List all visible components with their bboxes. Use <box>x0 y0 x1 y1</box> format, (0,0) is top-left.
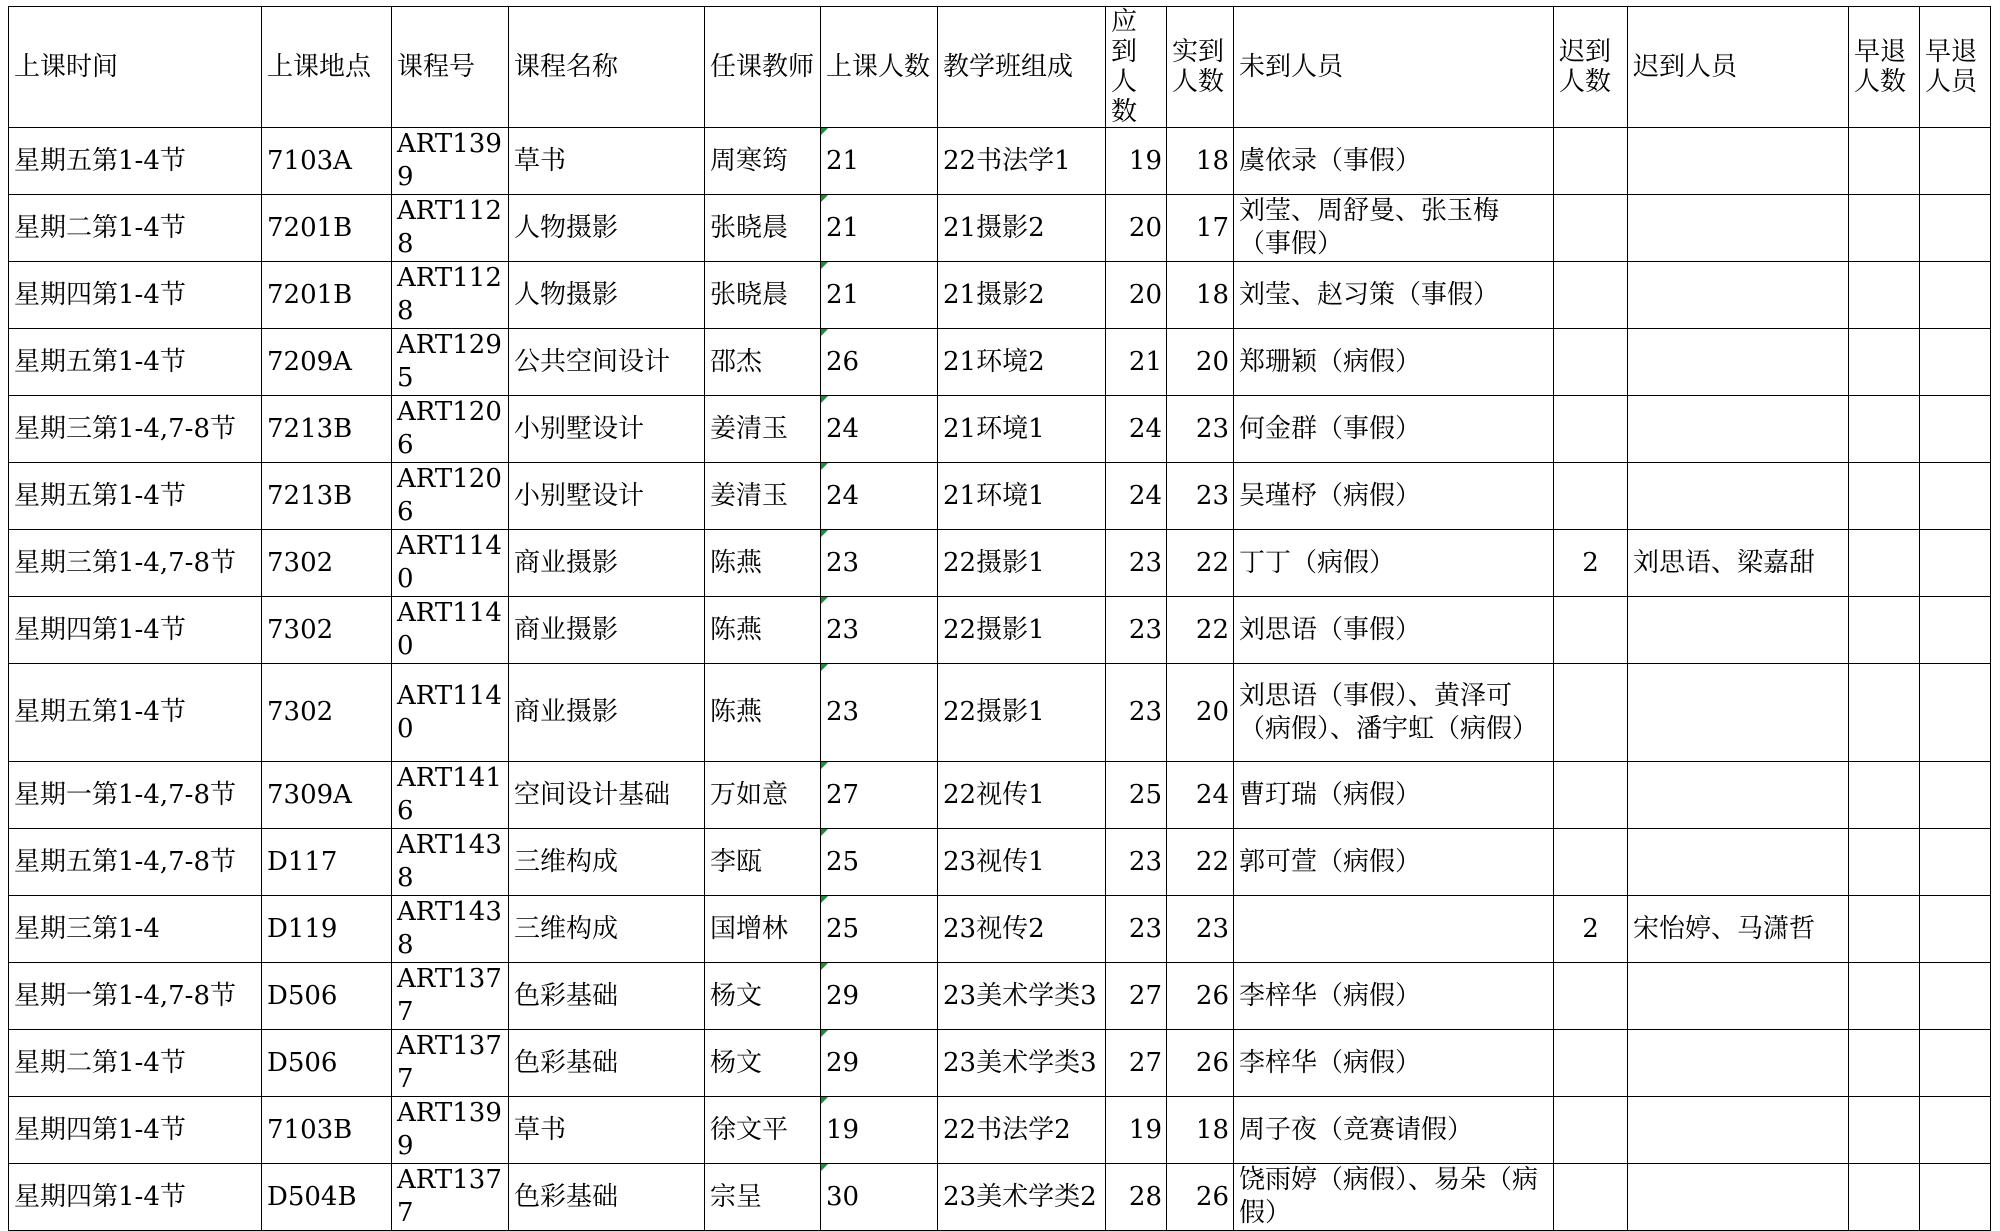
cell-late-count: 2 <box>1554 530 1628 597</box>
cell-absentees: 刘莹、赵习策（事假） <box>1234 262 1554 329</box>
cell-late-students <box>1628 1097 1849 1164</box>
cell-early-leave-count <box>1849 1164 1920 1231</box>
cell-location: D504B <box>262 1164 392 1231</box>
header-class-composition: 教学班组成 <box>938 7 1106 128</box>
cell-early-leave-students <box>1920 329 1991 396</box>
cell-early-leave-count <box>1849 463 1920 530</box>
cell-absentees: 吴瑾杼（病假） <box>1234 463 1554 530</box>
table-row <box>9 1097 1991 1164</box>
cell-absentees <box>1234 896 1554 963</box>
cell-actual-count: 26 <box>1167 963 1234 1030</box>
cell-class-time: 星期四第1-4节 <box>9 1097 262 1164</box>
cell-enrolled-count: 23 <box>821 664 938 762</box>
table-row <box>9 262 1991 329</box>
cell-class-composition: 23视传1 <box>938 829 1106 896</box>
cell-expected-count: 19 <box>1106 128 1167 195</box>
cell-early-leave-students <box>1920 530 1991 597</box>
cell-actual-count: 23 <box>1167 396 1234 463</box>
cell-expected-count: 24 <box>1106 463 1167 530</box>
cell-early-leave-students <box>1920 463 1991 530</box>
cell-early-leave-students <box>1920 262 1991 329</box>
cell-late-students <box>1628 262 1849 329</box>
cell-early-leave-count <box>1849 1030 1920 1097</box>
cell-course-id: ART1399 <box>392 1097 509 1164</box>
cell-absentees: 丁丁（病假） <box>1234 530 1554 597</box>
cell-early-leave-count <box>1849 128 1920 195</box>
cell-teacher: 姜清玉 <box>705 396 821 463</box>
cell-actual-count: 18 <box>1167 262 1234 329</box>
cell-late-count <box>1554 1097 1628 1164</box>
cell-absentees: 刘思语（事假） <box>1234 597 1554 664</box>
cell-expected-count: 23 <box>1106 896 1167 963</box>
cell-enrolled-count: 30 <box>821 1164 938 1231</box>
cell-late-count <box>1554 329 1628 396</box>
cell-early-leave-count <box>1849 597 1920 664</box>
cell-class-time: 星期四第1-4节 <box>9 597 262 664</box>
cell-actual-count: 22 <box>1167 597 1234 664</box>
cell-class-composition: 22摄影1 <box>938 664 1106 762</box>
header-late-students: 迟到人员 <box>1628 7 1849 128</box>
cell-early-leave-count <box>1849 664 1920 762</box>
cell-class-time: 星期二第1-4节 <box>9 1030 262 1097</box>
cell-early-leave-students <box>1920 1097 1991 1164</box>
cell-course-id: ART1377 <box>392 1164 509 1231</box>
cell-course-name: 色彩基础 <box>509 1030 705 1097</box>
cell-early-leave-students <box>1920 195 1991 262</box>
cell-class-composition: 22视传1 <box>938 762 1106 829</box>
table-row <box>9 1030 1991 1097</box>
cell-class-composition: 21环境1 <box>938 396 1106 463</box>
table-row <box>9 463 1991 530</box>
cell-late-students <box>1628 128 1849 195</box>
cell-course-id: ART1128 <box>392 195 509 262</box>
cell-class-composition: 23美术学类2 <box>938 1164 1106 1231</box>
cell-absentees: 周子夜（竞赛请假） <box>1234 1097 1554 1164</box>
cell-location: D117 <box>262 829 392 896</box>
cell-enrolled-count: 26 <box>821 329 938 396</box>
cell-course-name: 人物摄影 <box>509 262 705 329</box>
cell-enrolled-count: 24 <box>821 463 938 530</box>
cell-teacher: 邵杰 <box>705 329 821 396</box>
cell-actual-count: 18 <box>1167 1097 1234 1164</box>
table-row <box>9 1164 1991 1231</box>
cell-absentees: 李梓华（病假） <box>1234 963 1554 1030</box>
cell-class-composition: 21环境1 <box>938 463 1106 530</box>
cell-course-name: 商业摄影 <box>509 597 705 664</box>
cell-class-time: 星期五第1-4节 <box>9 664 262 762</box>
header-location: 上课地点 <box>262 7 392 128</box>
cell-late-students <box>1628 963 1849 1030</box>
table-row <box>9 396 1991 463</box>
cell-early-leave-students <box>1920 1030 1991 1097</box>
cell-absentees: 曹玎瑞（病假） <box>1234 762 1554 829</box>
cell-location: D506 <box>262 1030 392 1097</box>
cell-early-leave-students <box>1920 829 1991 896</box>
cell-expected-count: 23 <box>1106 597 1167 664</box>
cell-late-count <box>1554 1164 1628 1231</box>
header-class-time: 上课时间 <box>9 7 262 128</box>
cell-absentees: 郭可萱（病假） <box>1234 829 1554 896</box>
cell-teacher: 陈燕 <box>705 530 821 597</box>
cell-enrolled-count: 19 <box>821 1097 938 1164</box>
cell-location: D119 <box>262 896 392 963</box>
header-enrolled-count: 上课人数 <box>821 7 938 128</box>
cell-location: 7103A <box>262 128 392 195</box>
cell-expected-count: 20 <box>1106 195 1167 262</box>
cell-class-time: 星期三第1-4,7-8节 <box>9 396 262 463</box>
cell-course-name: 草书 <box>509 128 705 195</box>
cell-expected-count: 25 <box>1106 762 1167 829</box>
table-row <box>9 530 1991 597</box>
cell-actual-count: 20 <box>1167 664 1234 762</box>
cell-teacher: 宗呈 <box>705 1164 821 1231</box>
cell-expected-count: 23 <box>1106 530 1167 597</box>
cell-late-students: 刘思语、梁嘉甜 <box>1628 530 1849 597</box>
cell-absentees: 何金群（事假） <box>1234 396 1554 463</box>
cell-early-leave-count <box>1849 195 1920 262</box>
cell-class-time: 星期五第1-4节 <box>9 463 262 530</box>
cell-location: 7103B <box>262 1097 392 1164</box>
cell-late-students <box>1628 396 1849 463</box>
table-row <box>9 762 1991 829</box>
cell-late-students <box>1628 195 1849 262</box>
header-early-leave-count: 早退人数 <box>1849 7 1920 128</box>
cell-early-leave-students <box>1920 762 1991 829</box>
cell-class-composition: 21摄影2 <box>938 262 1106 329</box>
cell-absentees: 刘思语（事假）、黄泽可（病假）、潘宇虹（病假） <box>1234 664 1554 762</box>
cell-course-name: 色彩基础 <box>509 1164 705 1231</box>
cell-enrolled-count: 23 <box>821 597 938 664</box>
cell-teacher: 姜清玉 <box>705 463 821 530</box>
cell-actual-count: 18 <box>1167 128 1234 195</box>
cell-teacher: 万如意 <box>705 762 821 829</box>
cell-absentees: 李梓华（病假） <box>1234 1030 1554 1097</box>
cell-enrolled-count: 29 <box>821 963 938 1030</box>
cell-class-composition: 21环境2 <box>938 329 1106 396</box>
cell-actual-count: 20 <box>1167 329 1234 396</box>
cell-class-time: 星期四第1-4节 <box>9 1164 262 1231</box>
table-row <box>9 829 1991 896</box>
cell-early-leave-count <box>1849 530 1920 597</box>
cell-class-composition: 22摄影1 <box>938 597 1106 664</box>
cell-course-name: 空间设计基础 <box>509 762 705 829</box>
cell-teacher: 徐文平 <box>705 1097 821 1164</box>
cell-expected-count: 23 <box>1106 664 1167 762</box>
cell-late-count <box>1554 396 1628 463</box>
cell-class-time: 星期三第1-4,7-8节 <box>9 530 262 597</box>
cell-late-count <box>1554 1030 1628 1097</box>
cell-enrolled-count: 29 <box>821 1030 938 1097</box>
cell-enrolled-count: 25 <box>821 829 938 896</box>
cell-class-composition: 22书法学1 <box>938 128 1106 195</box>
cell-course-id: ART1140 <box>392 530 509 597</box>
cell-course-id: ART1140 <box>392 597 509 664</box>
cell-actual-count: 24 <box>1167 762 1234 829</box>
cell-course-name: 小别墅设计 <box>509 463 705 530</box>
cell-course-name: 草书 <box>509 1097 705 1164</box>
cell-late-count <box>1554 128 1628 195</box>
cell-teacher: 张晓晨 <box>705 262 821 329</box>
cell-course-name: 三维构成 <box>509 829 705 896</box>
cell-late-count <box>1554 762 1628 829</box>
cell-course-id: ART1377 <box>392 1030 509 1097</box>
cell-late-students <box>1628 1164 1849 1231</box>
cell-enrolled-count: 21 <box>821 262 938 329</box>
cell-actual-count: 23 <box>1167 896 1234 963</box>
cell-location: 7201B <box>262 195 392 262</box>
header-expected-count: 应到人数 <box>1106 7 1167 128</box>
cell-class-time: 星期一第1-4,7-8节 <box>9 963 262 1030</box>
cell-early-leave-count <box>1849 896 1920 963</box>
cell-course-id: ART1206 <box>392 396 509 463</box>
cell-course-id: ART1128 <box>392 262 509 329</box>
cell-class-composition: 23美术学类3 <box>938 1030 1106 1097</box>
cell-class-time: 星期五第1-4,7-8节 <box>9 829 262 896</box>
table-body <box>9 128 1991 1231</box>
cell-course-name: 商业摄影 <box>509 664 705 762</box>
cell-enrolled-count: 21 <box>821 195 938 262</box>
table-row <box>9 664 1991 762</box>
cell-late-students <box>1628 829 1849 896</box>
cell-enrolled-count: 23 <box>821 530 938 597</box>
header-row <box>9 7 1991 128</box>
cell-teacher: 周寒筠 <box>705 128 821 195</box>
cell-course-name: 三维构成 <box>509 896 705 963</box>
cell-course-name: 公共空间设计 <box>509 329 705 396</box>
cell-teacher: 陈燕 <box>705 597 821 664</box>
cell-expected-count: 28 <box>1106 1164 1167 1231</box>
cell-expected-count: 20 <box>1106 262 1167 329</box>
cell-class-time: 星期五第1-4节 <box>9 329 262 396</box>
cell-location: 7213B <box>262 396 392 463</box>
cell-late-students <box>1628 664 1849 762</box>
cell-class-composition: 21摄影2 <box>938 195 1106 262</box>
header-early-leave-students: 早退人员 <box>1920 7 1991 128</box>
header-late-count: 迟到人数 <box>1554 7 1628 128</box>
cell-class-composition: 23美术学类3 <box>938 963 1106 1030</box>
cell-class-composition: 22书法学2 <box>938 1097 1106 1164</box>
cell-expected-count: 21 <box>1106 329 1167 396</box>
cell-location: 7302 <box>262 530 392 597</box>
cell-teacher: 杨文 <box>705 1030 821 1097</box>
cell-actual-count: 26 <box>1167 1030 1234 1097</box>
header-actual-count: 实到人数 <box>1167 7 1234 128</box>
cell-expected-count: 27 <box>1106 963 1167 1030</box>
cell-early-leave-count <box>1849 329 1920 396</box>
cell-late-students <box>1628 1030 1849 1097</box>
cell-late-count <box>1554 829 1628 896</box>
cell-class-time: 星期四第1-4节 <box>9 262 262 329</box>
cell-late-count <box>1554 463 1628 530</box>
cell-actual-count: 22 <box>1167 829 1234 896</box>
cell-early-leave-students <box>1920 896 1991 963</box>
table-header <box>9 7 1991 128</box>
cell-early-leave-count <box>1849 963 1920 1030</box>
cell-late-students <box>1628 329 1849 396</box>
cell-late-students: 宋怡婷、马潇哲 <box>1628 896 1849 963</box>
cell-location: 7302 <box>262 664 392 762</box>
cell-course-name: 小别墅设计 <box>509 396 705 463</box>
header-teacher: 任课教师 <box>705 7 821 128</box>
header-course-name: 课程名称 <box>509 7 705 128</box>
cell-early-leave-count <box>1849 262 1920 329</box>
cell-teacher: 杨文 <box>705 963 821 1030</box>
cell-class-composition: 22摄影1 <box>938 530 1106 597</box>
cell-course-id: ART1295 <box>392 329 509 396</box>
cell-course-id: ART1399 <box>392 128 509 195</box>
cell-actual-count: 17 <box>1167 195 1234 262</box>
cell-early-leave-students <box>1920 664 1991 762</box>
cell-enrolled-count: 21 <box>821 128 938 195</box>
header-absentees: 未到人员 <box>1234 7 1554 128</box>
cell-class-time: 星期二第1-4节 <box>9 195 262 262</box>
cell-late-students <box>1628 762 1849 829</box>
cell-enrolled-count: 27 <box>821 762 938 829</box>
cell-actual-count: 26 <box>1167 1164 1234 1231</box>
cell-class-time: 星期三第1-4 <box>9 896 262 963</box>
cell-teacher: 国增林 <box>705 896 821 963</box>
cell-teacher: 张晓晨 <box>705 195 821 262</box>
cell-late-count <box>1554 963 1628 1030</box>
table-row <box>9 195 1991 262</box>
cell-late-count <box>1554 597 1628 664</box>
cell-late-count: 2 <box>1554 896 1628 963</box>
cell-early-leave-students <box>1920 128 1991 195</box>
cell-early-leave-students <box>1920 597 1991 664</box>
cell-course-id: ART1206 <box>392 463 509 530</box>
cell-location: 7309A <box>262 762 392 829</box>
cell-class-time: 星期五第1-4节 <box>9 128 262 195</box>
cell-actual-count: 23 <box>1167 463 1234 530</box>
cell-absentees: 郑珊颖（病假） <box>1234 329 1554 396</box>
cell-location: 7209A <box>262 329 392 396</box>
cell-late-count <box>1554 262 1628 329</box>
header-course-id: 课程号 <box>392 7 509 128</box>
cell-early-leave-count <box>1849 1097 1920 1164</box>
attendance-table <box>8 6 1991 1231</box>
cell-course-name: 商业摄影 <box>509 530 705 597</box>
cell-course-id: ART1438 <box>392 829 509 896</box>
cell-course-id: ART1416 <box>392 762 509 829</box>
cell-early-leave-count <box>1849 762 1920 829</box>
cell-course-id: ART1377 <box>392 963 509 1030</box>
cell-expected-count: 23 <box>1106 829 1167 896</box>
cell-class-time: 星期一第1-4,7-8节 <box>9 762 262 829</box>
cell-teacher: 李瓯 <box>705 829 821 896</box>
cell-teacher: 陈燕 <box>705 664 821 762</box>
table-row <box>9 963 1991 1030</box>
cell-absentees: 饶雨婷（病假）、易朵（病假） <box>1234 1164 1554 1231</box>
cell-enrolled-count: 24 <box>821 396 938 463</box>
cell-early-leave-count <box>1849 829 1920 896</box>
cell-location: 7213B <box>262 463 392 530</box>
table-row <box>9 329 1991 396</box>
cell-late-count <box>1554 664 1628 762</box>
cell-expected-count: 24 <box>1106 396 1167 463</box>
cell-course-name: 色彩基础 <box>509 963 705 1030</box>
cell-expected-count: 27 <box>1106 1030 1167 1097</box>
cell-late-count <box>1554 195 1628 262</box>
cell-late-students <box>1628 597 1849 664</box>
cell-expected-count: 19 <box>1106 1097 1167 1164</box>
cell-early-leave-students <box>1920 396 1991 463</box>
cell-course-name: 人物摄影 <box>509 195 705 262</box>
cell-course-id: ART1140 <box>392 664 509 762</box>
cell-actual-count: 22 <box>1167 530 1234 597</box>
cell-absentees: 虞依录（事假） <box>1234 128 1554 195</box>
cell-early-leave-count <box>1849 396 1920 463</box>
cell-location: D506 <box>262 963 392 1030</box>
cell-early-leave-students <box>1920 963 1991 1030</box>
table-row <box>9 128 1991 195</box>
table-row <box>9 896 1991 963</box>
table-row <box>9 597 1991 664</box>
cell-early-leave-students <box>1920 1164 1991 1231</box>
cell-location: 7302 <box>262 597 392 664</box>
cell-location: 7201B <box>262 262 392 329</box>
cell-class-composition: 23视传2 <box>938 896 1106 963</box>
cell-late-students <box>1628 463 1849 530</box>
cell-course-id: ART1438 <box>392 896 509 963</box>
cell-absentees: 刘莹、周舒曼、张玉梅（事假） <box>1234 195 1554 262</box>
cell-enrolled-count: 25 <box>821 896 938 963</box>
